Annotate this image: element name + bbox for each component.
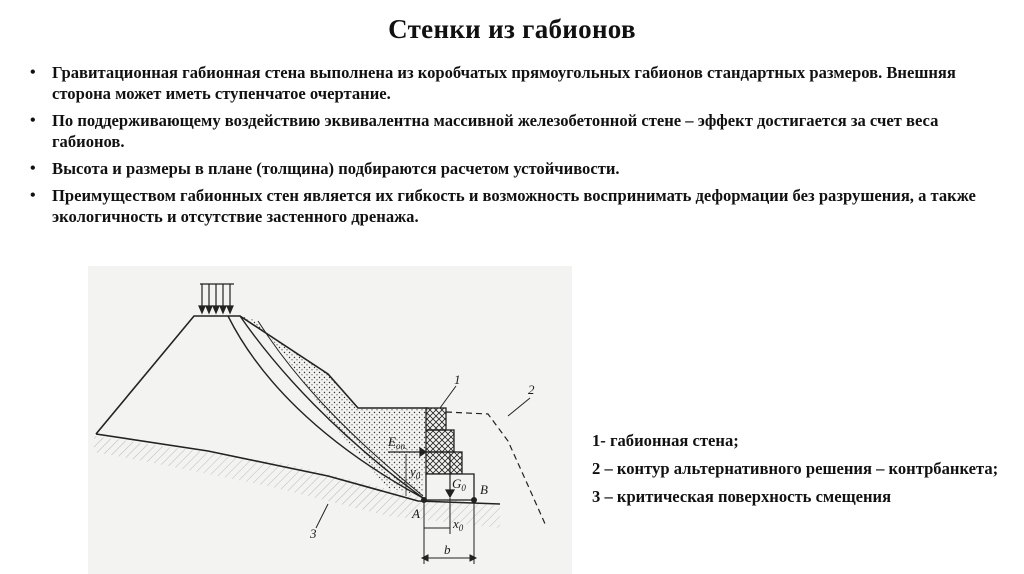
diagram-legend — [592, 430, 1012, 514]
label-2: 2 — [528, 382, 535, 397]
label-x0: $x_0$ — [453, 516, 464, 533]
legend-item: 2 – контур альтернативного решения – контрбанкета; — [592, 459, 999, 478]
legend-item: 3 – критическая поверхность смещения — [592, 487, 892, 506]
leader-line — [316, 504, 328, 528]
slide-title: Стенки из габионов — [388, 14, 636, 44]
bullet-item — [30, 158, 990, 179]
bullet-list — [30, 62, 990, 233]
bullet-dot-icon: • — [30, 187, 36, 204]
label-1: 1 — [454, 372, 461, 387]
bullet-text: Высота и размеры в плане (толщина) подбираются расчетом устойчивости. — [52, 159, 620, 178]
label-3: 3 — [310, 526, 317, 541]
label-y0: $y_0$ — [410, 464, 421, 481]
label-point-b: B — [480, 482, 488, 497]
bullet-text: По поддерживающему воздействию эквивалентна массивной железобетонной стене – эффект достигается за счет веса габионов. — [52, 111, 939, 151]
bullet-text: Преимуществом габионных стен является их гибкость и возможность воспринимать деформации без разрушения, а также экологичность и отсутствие застенного дренажа. — [52, 186, 976, 226]
bullet-item — [30, 110, 990, 152]
bullet-text: Гравитационная габионная стена выполнена из коробчатых прямоугольных габионов стандартных размеров. Внешняя сторона может иметь ступенчатое очертание. — [52, 63, 956, 103]
legend-item: 1- габионная стена; — [592, 431, 739, 450]
label-g0: $G_0$ — [452, 476, 466, 493]
leader-line — [440, 386, 456, 408]
label-point-a: A — [412, 506, 420, 521]
leader-line — [508, 398, 530, 416]
bullet-dot-icon: • — [30, 112, 36, 129]
surcharge-load-icon — [199, 284, 234, 313]
bullet-dot-icon: • — [30, 64, 36, 81]
label-b: b — [444, 542, 451, 557]
gabion-wall-diagram — [88, 266, 572, 574]
bullet-dot-icon: • — [30, 160, 36, 177]
diagram-svg — [88, 266, 572, 574]
label-force-e: $E_{оп.}$ — [388, 434, 408, 451]
bullet-item — [30, 62, 990, 104]
bullet-item — [30, 185, 990, 227]
